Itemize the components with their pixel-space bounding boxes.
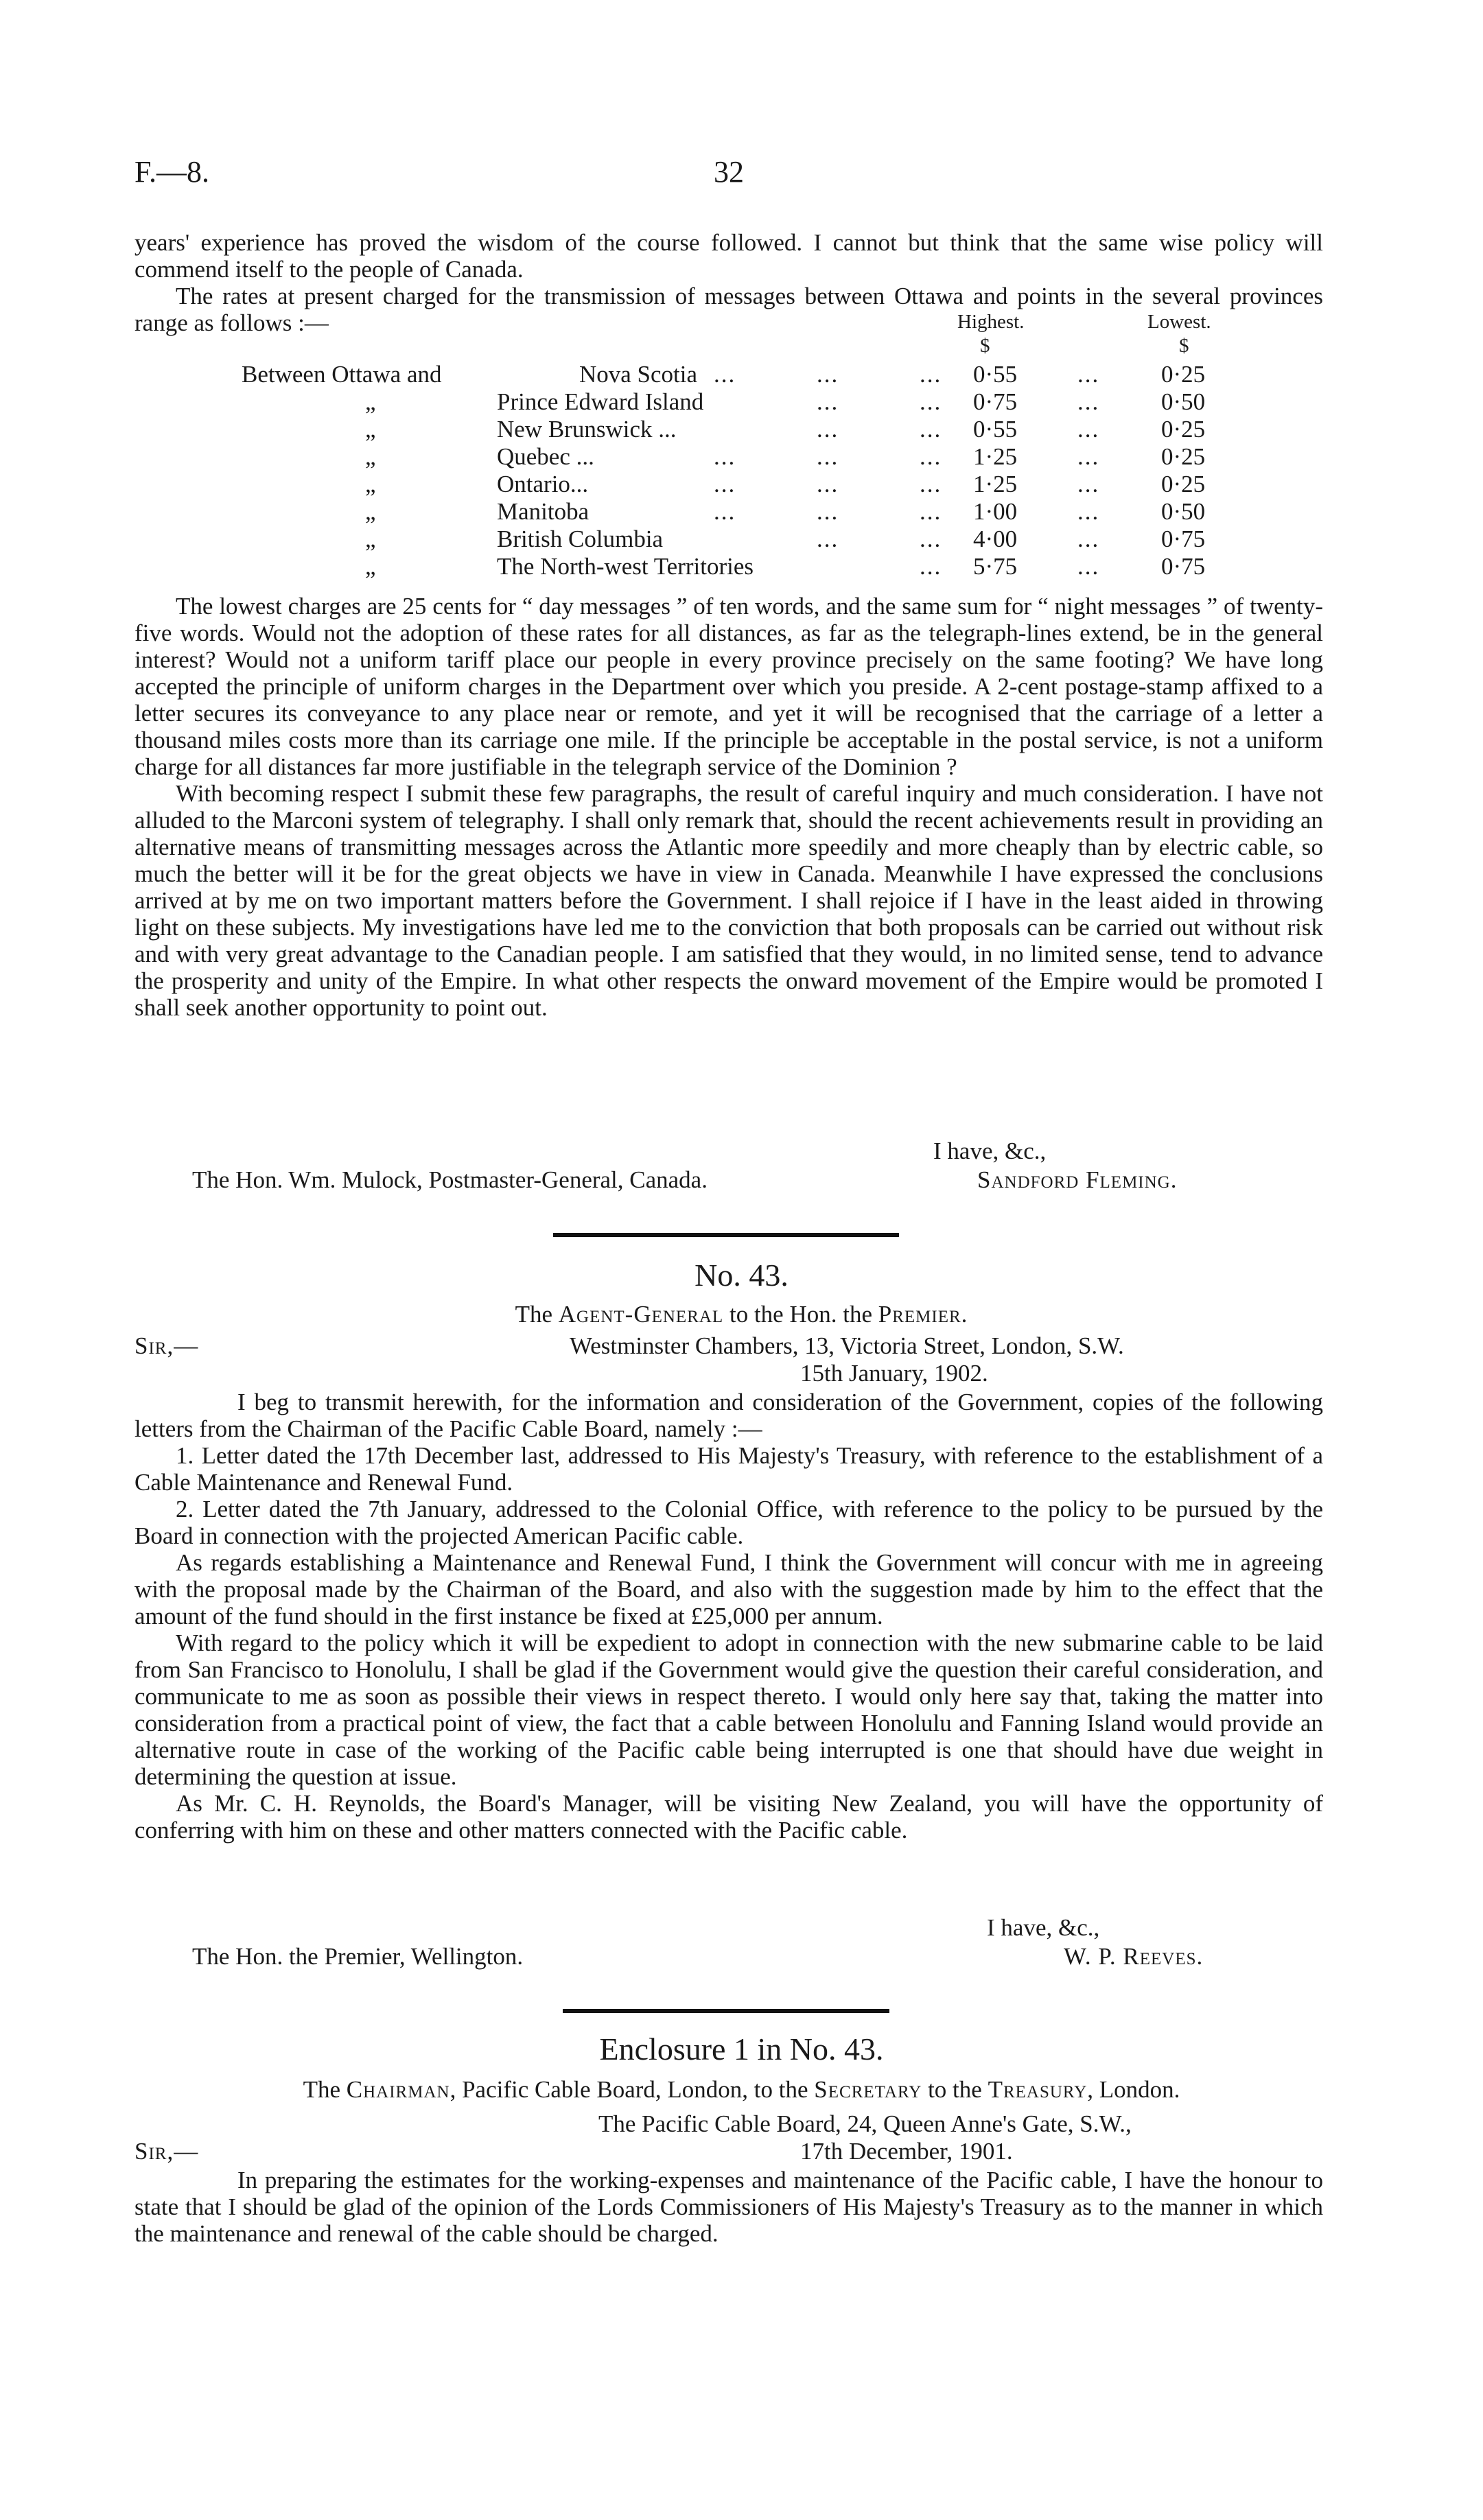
- subtitle-sender: Chairman: [346, 2076, 450, 2103]
- rate-row-lowest: 0·25: [1161, 361, 1206, 388]
- subtitle-text: The: [303, 2076, 341, 2103]
- currency-highest: $: [980, 335, 990, 357]
- document-reference: F.—8.: [135, 155, 209, 189]
- conclusion-paragraph: With becoming respect I submit these few paragraphs, the result of careful inquiry and much consideration. I have not alluded to the Marconi system of telegraphy. I shall only remark that, should the recent achievements result in providing an alternative means of transmitting messages across the Atlantic more speedily and more cheaply than by electric cable, so much the better will it be for the great objects we have in view in Canada. Meanwhile I have expressed the conclusions arrived at by me on two important matters before the Government. I shall rejoice if I have in the least aided in throwing light on these subjects. My investigations have led me to the conviction that both proposals can be carried out without risk and with very great advantage to the Canadian people. I am satisfied that they would, in no limited sense, tend to advance the prosperity and unity of the Empire. In what other respects the onward movement of the Empire would be promoted I shall seek another opportunity to point out.: [135, 780, 1323, 1021]
- subtitle-recipient: Premier.: [878, 1301, 968, 1328]
- closing-line: I have, &c.,: [987, 1914, 1100, 1941]
- ditto-mark: „: [365, 553, 376, 580]
- signature: Sandford Fleming.: [977, 1166, 1178, 1193]
- letter-subtitle: [0, 1301, 1483, 1328]
- ditto-mark: „: [365, 526, 376, 552]
- rate-row-leader: ...: [1077, 498, 1100, 525]
- uniform-rates-paragraph: The lowest charges are 25 cents for “ day messages ” of ten words, and the same sum for “ night messages ” of twenty-five words. Would not the adoption of these rates for all distances, as far as the telegraph-lines extend, be in the general interest? Would not a uniform tariff place our people in every province precisely on the same footing? We have long accepted the principle of uniform charges in the Department over which you preside. A 2-cent postage-stamp affixed to a letter secures its conveyance to any place near or remote, and yet it will be recognised that the carriage of a letter a thousand miles costs more than its carriage one mile. If the principle be acceptable in the postal service, is not a uniform charge for all distances far more justifiable in the telegraph service of the Dominion ?: [135, 593, 1323, 780]
- enclosure-subtitle: [0, 2076, 1483, 2104]
- rate-row-leader: ...: [817, 361, 839, 388]
- enclosure-heading: Enclosure 1 in No. 43.: [599, 2032, 884, 2066]
- rate-row-place: Prince Edward Island: [497, 388, 704, 415]
- enclosure-body: [135, 2167, 1323, 2247]
- letter-date: 17th December, 1901.: [800, 2138, 1013, 2165]
- salutation: Sir,—: [135, 2138, 199, 2165]
- subtitle-text: to the Hon. the: [729, 1301, 872, 1328]
- ditto-mark: „: [365, 471, 376, 497]
- paragraph: In preparing the estimates for the working-expenses and maintenance of the Pacific cable, I have the honour to state that I should be glad of the opinion of the Lords Commissioners of His Majesty's Treasury as to the manner in which the maintenance and renewal of the cable should be charged.: [135, 2167, 1323, 2247]
- rate-row-leader: ...: [920, 361, 942, 388]
- subtitle-recipient: Secretary: [814, 2076, 922, 2103]
- section-divider: [563, 2009, 889, 2013]
- rate-row-leader: ...: [817, 416, 839, 443]
- intro-block: [135, 229, 1323, 336]
- rate-row-highest: 0·75: [973, 388, 1018, 415]
- rate-row-highest: 0·55: [973, 416, 1018, 443]
- ditto-mark: „: [365, 443, 376, 470]
- rate-row-place: The North-west Territories: [497, 553, 754, 580]
- rate-row-leader: ...: [920, 388, 942, 415]
- rate-row-leader: ...: [1077, 553, 1100, 580]
- rate-row-leader: ...: [920, 416, 942, 443]
- rate-row-highest: 1·25: [973, 471, 1018, 497]
- rate-row-highest: 0·55: [973, 361, 1018, 388]
- sender-address: Westminster Chambers, 13, Victoria Street, London, S.W.: [570, 1332, 1124, 1359]
- rate-row-lead: Between Ottawa and: [242, 361, 442, 388]
- rate-row-leader: ...: [817, 443, 839, 470]
- col-header-highest: Highest.: [957, 311, 1025, 333]
- addressee-line: The Hon. the Premier, Wellington.: [192, 1943, 524, 1970]
- rate-row-leader: ...: [714, 498, 736, 525]
- continuation-paragraph: years' experience has proved the wisdom of the course followed. I cannot but think that the same wise policy will commend itself to the people of Canada.: [135, 229, 1323, 283]
- rate-row-lowest: 0·75: [1161, 553, 1206, 580]
- rate-row-place: Nova Scotia: [579, 361, 698, 388]
- salutation: Sir,—: [135, 1332, 199, 1359]
- rate-row-leader: ...: [920, 526, 942, 552]
- rate-row-lowest: 0·50: [1161, 498, 1206, 525]
- subtitle-sender: Agent-General: [558, 1301, 724, 1328]
- rate-row-leader: ...: [920, 553, 942, 580]
- rate-row-leader: ...: [817, 526, 839, 552]
- rate-row-place: British Columbia: [497, 526, 664, 552]
- rate-row-leader: ...: [817, 388, 839, 415]
- ditto-mark: „: [365, 498, 376, 525]
- rate-row-lowest: 0·25: [1161, 471, 1206, 497]
- currency-lowest: $: [1179, 335, 1189, 357]
- rate-row-leader: ...: [1077, 471, 1100, 497]
- subtitle-text: , Pacific Cable Board, London, to the: [449, 2076, 808, 2103]
- ditto-mark: „: [365, 388, 376, 415]
- rates-intro-paragraph: The rates at present charged for the transmission of messages between Ottawa and points in the several provinces range as follows :—: [135, 283, 1323, 336]
- rate-row-leader: ...: [1077, 526, 1100, 552]
- rate-row-place: Quebec ...: [497, 443, 594, 470]
- section-divider: [553, 1233, 899, 1237]
- rate-row-highest: 4·00: [973, 526, 1018, 552]
- rate-row-lowest: 0·25: [1161, 443, 1206, 470]
- rate-row-place: Manitoba: [497, 498, 589, 525]
- rate-row-leader: ...: [817, 471, 839, 497]
- rate-row-leader: ...: [920, 471, 942, 497]
- paragraph: I beg to transmit herewith, for the information and consideration of the Government, copies of the following letters from the Chairman of the Pacific Cable Board, namely :—: [135, 1389, 1323, 1442]
- paragraph: 1. Letter dated the 17th December last, addressed to His Majesty's Treasury, with reference to the establishment of a Cable Maintenance and Renewal Fund.: [135, 1442, 1323, 1496]
- subtitle-text: The: [515, 1301, 552, 1328]
- rate-row-place: Ontario...: [497, 471, 589, 497]
- subtitle-text: , London.: [1087, 2076, 1180, 2103]
- letter-42-body: [135, 593, 1323, 1021]
- rate-row-lowest: 0·25: [1161, 416, 1206, 443]
- rate-row-lowest: 0·50: [1161, 388, 1206, 415]
- paragraph: With regard to the policy which it will be expedient to adopt in connection with the new submarine cable to be laid from San Francisco to Honolulu, I shall be glad if the Government would give the question their careful consideration, and communicate to me as soon as possible their views in respect thereto. I would only here say that, taking the matter into consideration from a practical point of view, the fact that a cable between Honolulu and Fanning Island would provide an alternative route in case of the working of the Pacific cable being interrupted is one that should have due weight in determining the question at issue.: [135, 1629, 1323, 1790]
- sender-address: The Pacific Cable Board, 24, Queen Anne's Gate, S.W.,: [598, 2110, 1132, 2137]
- rate-row-leader: ...: [920, 498, 942, 525]
- paragraph: 2. Letter dated the 7th January, addressed to the Colonial Office, with reference to the policy to be pursued by the Board in connection with the projected American Pacific cable.: [135, 1496, 1323, 1549]
- letter-date: 15th January, 1902.: [800, 1360, 988, 1387]
- rate-row-leader: ...: [714, 361, 736, 388]
- rate-row-leader: ...: [1077, 388, 1100, 415]
- paragraph: As regards establishing a Maintenance and Renewal Fund, I think the Government will concur with me in agreeing with the proposal made by the Chairman of the Board, and also with the suggestion made by him to the effect that the amount of the fund should in the first instance be fixed at £25,000 per annum.: [135, 1549, 1323, 1629]
- rate-row-highest: 5·75: [973, 553, 1018, 580]
- rate-row-leader: ...: [1077, 361, 1100, 388]
- ditto-mark: „: [365, 416, 376, 443]
- rate-row-place: New Brunswick ...: [497, 416, 677, 443]
- rate-row-highest: 1·25: [973, 443, 1018, 470]
- letter-43-body: [135, 1389, 1323, 1844]
- rate-row-highest: 1·00: [973, 498, 1018, 525]
- rate-row-leader: ...: [1077, 443, 1100, 470]
- col-header-lowest: Lowest.: [1147, 311, 1211, 333]
- rate-row-leader: ...: [920, 443, 942, 470]
- page-number: 32: [714, 155, 744, 189]
- rate-row-leader: ...: [1077, 416, 1100, 443]
- paragraph: As Mr. C. H. Reynolds, the Board's Manager, will be visiting New Zealand, you will have the opportunity of conferring with him on these and other matters connected with the Pacific cable.: [135, 1790, 1323, 1844]
- closing-line: I have, &c.,: [933, 1138, 1047, 1164]
- rate-row-leader: ...: [714, 443, 736, 470]
- letter-number-heading: No. 43.: [694, 1258, 789, 1293]
- subtitle-department: Treasury: [988, 2076, 1088, 2103]
- signature: W. P. Reeves.: [1064, 1943, 1204, 1970]
- addressee-line: The Hon. Wm. Mulock, Postmaster-General, Canada.: [192, 1166, 708, 1193]
- rate-row-leader: ...: [714, 471, 736, 497]
- rate-row-leader: ...: [817, 498, 839, 525]
- subtitle-text: to the: [928, 2076, 982, 2103]
- rate-row-lowest: 0·75: [1161, 526, 1206, 552]
